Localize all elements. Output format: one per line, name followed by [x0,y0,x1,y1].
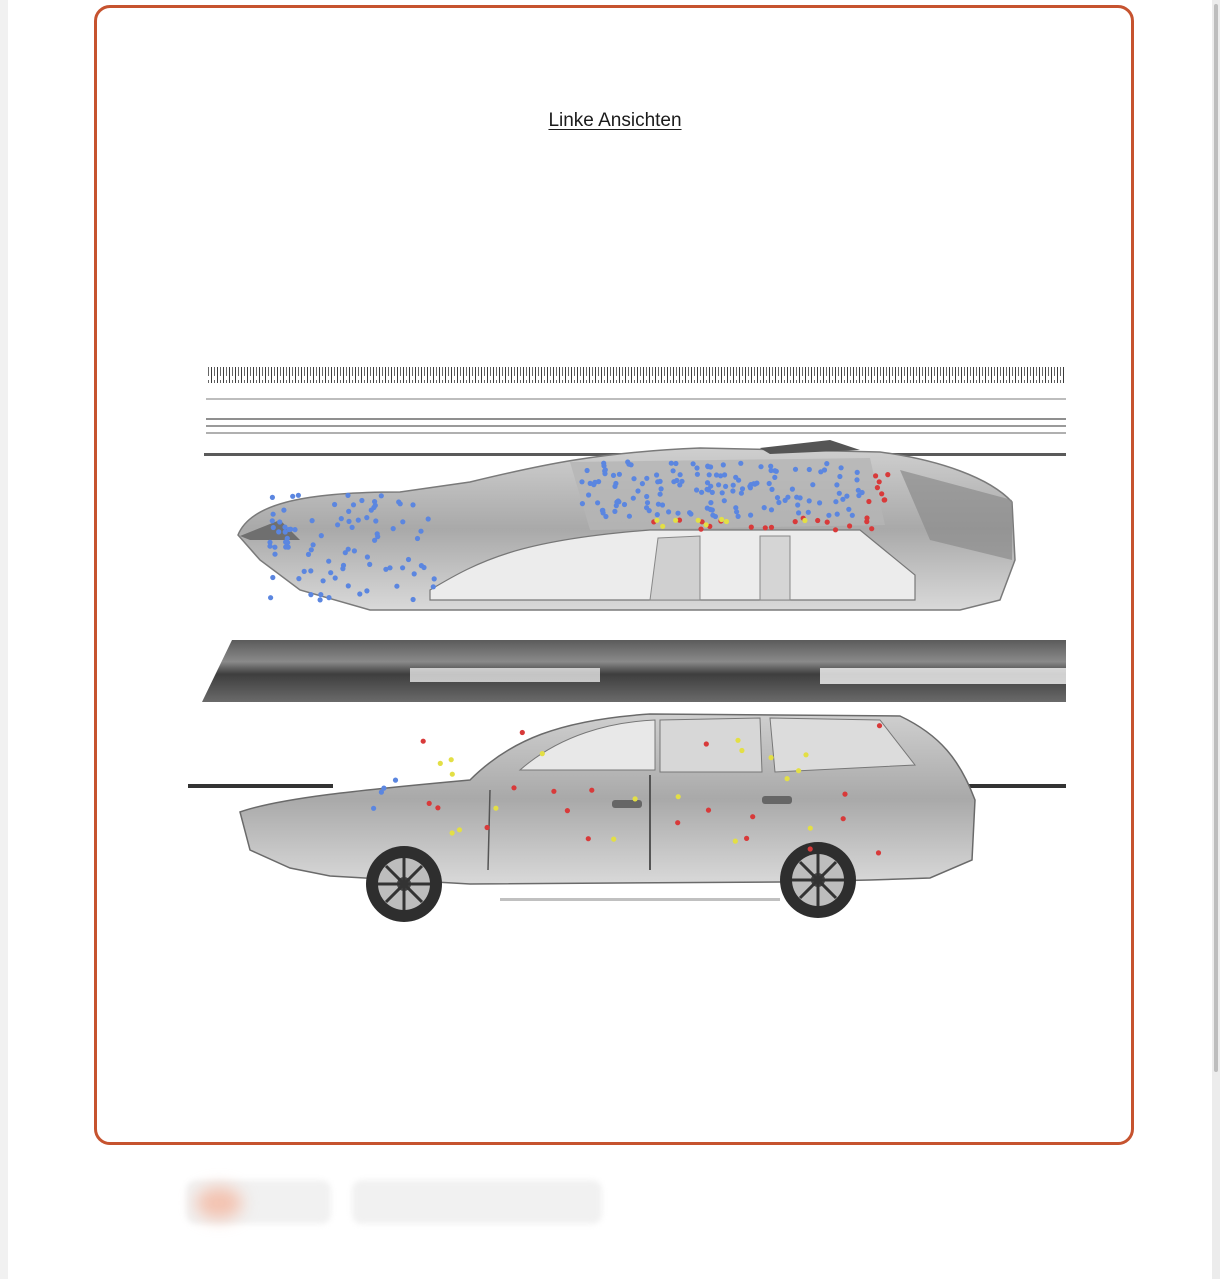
marker-dot [287,527,292,532]
marker-dot [675,511,680,516]
marker-dot [873,473,878,478]
marker-dot [837,491,842,496]
marker-dot [738,461,743,466]
marker-dot [631,476,636,481]
marker-dot [654,472,659,477]
marker-dot [540,751,545,756]
marker-dot [585,468,590,473]
marker-dot [825,520,830,525]
marker-dot [844,494,849,499]
marker-dot [762,505,767,510]
marker-dot [350,525,355,530]
marker-dot [866,499,871,504]
marker-dot [379,790,384,795]
marker-dot [658,479,663,484]
marker-dot [739,491,744,496]
marker-dot [882,497,887,502]
marker-dot [846,507,851,512]
marker-dot [345,493,350,498]
marker-dot [673,518,678,523]
marker-dot [351,502,356,507]
marker-dot [627,514,632,519]
marker-dot [321,578,326,583]
marker-dot [674,478,679,483]
marker-dot [565,808,570,813]
marker-dot [332,502,337,507]
marker-dot [718,473,723,478]
marker-dot [270,518,275,523]
blurred-action-secondary[interactable] [352,1180,602,1224]
marker-dot [398,501,403,506]
marker-dot [352,548,357,553]
marker-dot [268,595,273,600]
marker-dot [427,801,432,806]
marker-dot [774,469,779,474]
marker-dot [415,536,420,541]
car-top-unwrap [238,440,1015,610]
marker-dot [340,566,345,571]
marker-dot [796,768,801,773]
marker-dot [450,772,455,777]
marker-dot [613,481,618,486]
marker-dot [842,792,847,797]
marker-dot [406,557,411,562]
marker-dot [790,487,795,492]
marker-dot [612,509,617,514]
marker-dot [318,592,323,597]
marker-dot [793,467,798,472]
marker-dot [847,523,852,528]
marker-dot [850,513,855,518]
marker-dot [785,495,790,500]
marker-dot [631,496,636,501]
marker-dot [589,788,594,793]
marker-dot [713,514,718,519]
marker-dot [421,739,426,744]
marker-dot [733,839,738,844]
marker-dot [704,741,709,746]
marker-dot [869,526,874,531]
marker-dot [359,498,364,503]
marker-dot [364,588,369,593]
marker-dot [592,480,597,485]
marker-dot [588,481,593,486]
marker-dot [806,510,811,515]
marker-dot [283,544,288,549]
marker-dot [485,825,490,830]
marker-dot [660,524,665,529]
marker-dot [426,516,431,521]
marker-dot [803,752,808,757]
marker-dot [721,462,726,467]
marker-dot [691,461,696,466]
marker-dot [706,808,711,813]
marker-dot [744,836,749,841]
marker-dot [449,757,454,762]
marker-dot [412,571,417,576]
marker-dot [357,591,362,596]
marker-dot [841,816,846,821]
marker-dot [704,522,709,527]
marker-dot [308,568,313,573]
marker-dot [696,518,701,523]
marker-dot [270,495,275,500]
marker-dot [520,730,525,735]
scan-strip-upper [204,367,1066,456]
marker-dot [876,850,881,855]
marker-dot [645,500,650,505]
marker-dot [421,565,426,570]
marker-dot [367,562,372,567]
marker-dot [373,518,378,523]
marker-dot [769,755,774,760]
blurred-action-icon [196,1187,242,1219]
marker-dot [343,550,348,555]
marker-dot [687,510,692,515]
marker-dot [292,527,297,532]
marker-dot [311,542,316,547]
marker-dot [710,490,715,495]
marker-dot [733,475,738,480]
marker-dot [371,806,376,811]
marker-dot [306,552,311,557]
marker-dot [326,559,331,564]
marker-dot [391,526,396,531]
marker-dot [271,512,276,517]
marker-dot [302,569,307,574]
marker-dot [694,465,699,470]
marker-dot [807,498,812,503]
marker-dot [854,477,859,482]
marker-dot [802,518,807,523]
marker-dot [335,522,340,527]
marker-dot [776,500,781,505]
marker-dot [656,502,661,507]
marker-dot [432,576,437,581]
marker-dot [758,464,763,469]
marker-dot [735,738,740,743]
marker-dot [675,820,680,825]
page-title[interactable]: Linke Ansichten [548,110,682,131]
marker-dot [716,482,721,487]
marker-dot [666,509,671,514]
marker-dot [346,509,351,514]
marker-dot [611,837,616,842]
marker-dot [658,492,663,497]
marker-dot [410,502,415,507]
marker-dot [365,554,370,559]
marker-dot [296,576,301,581]
marker-dot [815,518,820,523]
marker-dot [763,525,768,530]
marker-dot [750,814,755,819]
marker-dot [272,552,277,557]
marker-dot [736,514,741,519]
marker-dot [431,584,436,589]
marker-dot [438,761,443,766]
marker-dot [818,469,823,474]
marker-dot [272,545,277,550]
marker-dot [400,565,405,570]
marker-dot [659,486,664,491]
marker-dot [720,490,725,495]
marker-dot [671,468,676,473]
marker-dot [719,517,724,522]
marker-dot [879,491,884,496]
marker-dot [333,575,338,580]
marker-dot [833,527,838,532]
marker-dot [730,488,735,493]
marker-dot [772,475,777,480]
marker-dot [281,508,286,513]
marker-dot [654,518,659,523]
marker-dot [617,472,622,477]
marker-dot [694,487,699,492]
marker-dot [826,513,831,518]
marker-dot [586,492,591,497]
marker-dot [418,529,423,534]
marker-dot [699,490,704,495]
marker-dot [734,509,739,514]
marker-dot [511,785,516,790]
marker-dot [308,592,313,597]
marker-dot [493,806,498,811]
marker-dot [834,482,839,487]
marker-dot [393,778,398,783]
marker-dot [296,493,301,498]
marker-dot [769,507,774,512]
marker-dot [705,464,710,469]
marker-dot [339,516,344,521]
marker-dot [808,846,813,851]
marker-dot [622,502,627,507]
marker-dot [633,796,638,801]
marker-dot [698,527,703,532]
marker-dot [277,519,282,524]
marker-dot [276,529,281,534]
marker-dot [394,584,399,589]
marker-dot [875,485,880,490]
marker-dot [551,789,556,794]
marker-dot [579,479,584,484]
marker-dot [754,481,759,486]
marker-dot [808,826,813,831]
marker-dot [644,476,649,481]
marker-dot [267,540,272,545]
marker-dot [669,461,674,466]
marker-dot [372,499,377,504]
marker-dot [722,498,727,503]
marker-dot [769,525,774,530]
marker-dot [864,515,869,520]
marker-dot [839,465,844,470]
marker-dot [283,539,288,544]
marker-dot [328,570,333,575]
marker-dot [739,748,744,753]
marker-dot [600,508,605,513]
marker-dot [817,500,822,505]
marker-dot [824,461,829,466]
marker-dot [678,472,683,477]
marker-dot [856,493,861,498]
marker-dot [411,597,416,602]
marker-dot [793,519,798,524]
marker-dot [785,776,790,781]
marker-dot [794,495,799,500]
marker-dot [677,482,682,487]
marker-dot [450,830,455,835]
marker-dot [379,493,384,498]
marker-dot [807,467,812,472]
marker-dot [885,472,890,477]
marker-dot [877,723,882,728]
marker-dot [769,487,774,492]
marker-dot [309,547,314,552]
marker-dot [387,565,392,570]
marker-dot [326,595,331,600]
marker-dot [673,461,678,466]
marker-dot [271,525,276,530]
marker-dot [371,505,376,510]
marker-dot [810,482,815,487]
marker-dot [319,533,324,538]
marker-dot [346,583,351,588]
marker-dot [723,484,728,489]
marker-dot [611,473,616,478]
marker-dot [748,485,753,490]
marker-dot [457,827,462,832]
marker-dot [375,534,380,539]
marker-dot [635,488,640,493]
marker-dot [837,474,842,479]
marker-dot [708,500,713,505]
marker-dot [616,498,621,503]
marker-dot [749,525,754,530]
marker-dot [855,470,860,475]
marker-dot [364,515,369,520]
marker-dot [356,518,361,523]
marker-dot [695,472,700,477]
marker-dot [435,805,440,810]
marker-dot [595,500,600,505]
marker-dot [877,479,882,484]
marker-dot [707,472,712,477]
marker-dot [676,794,681,799]
marker-dot [775,495,780,500]
marker-dot [724,519,729,524]
marker-dot [640,481,645,486]
marker-dot [270,575,275,580]
marker-dot [603,467,608,472]
marker-dot [310,518,315,523]
marker-dot [795,502,800,507]
marker-dot [796,510,801,515]
marker-dot [708,507,713,512]
marker-dot [731,483,736,488]
marker-dot [655,512,660,517]
marker-dot [748,513,753,518]
car-side-view [188,714,1066,922]
marker-dot [856,488,861,493]
marker-dot [400,519,405,524]
marker-dot [769,468,774,473]
marker-dot [586,836,591,841]
marker-dot [625,459,630,464]
marker-dot [767,481,772,486]
marker-dot [705,480,710,485]
marker-dot [603,514,608,519]
marker-dot [644,494,649,499]
marker-dot [346,519,351,524]
marker-dot [580,501,585,506]
scan-strip-middle [202,640,1066,702]
marker-dot [833,499,838,504]
marker-dot [740,486,745,491]
marker-dot [835,511,840,516]
marker-dot [290,494,295,499]
marker-dot [318,597,323,602]
marker-dot [644,505,649,510]
